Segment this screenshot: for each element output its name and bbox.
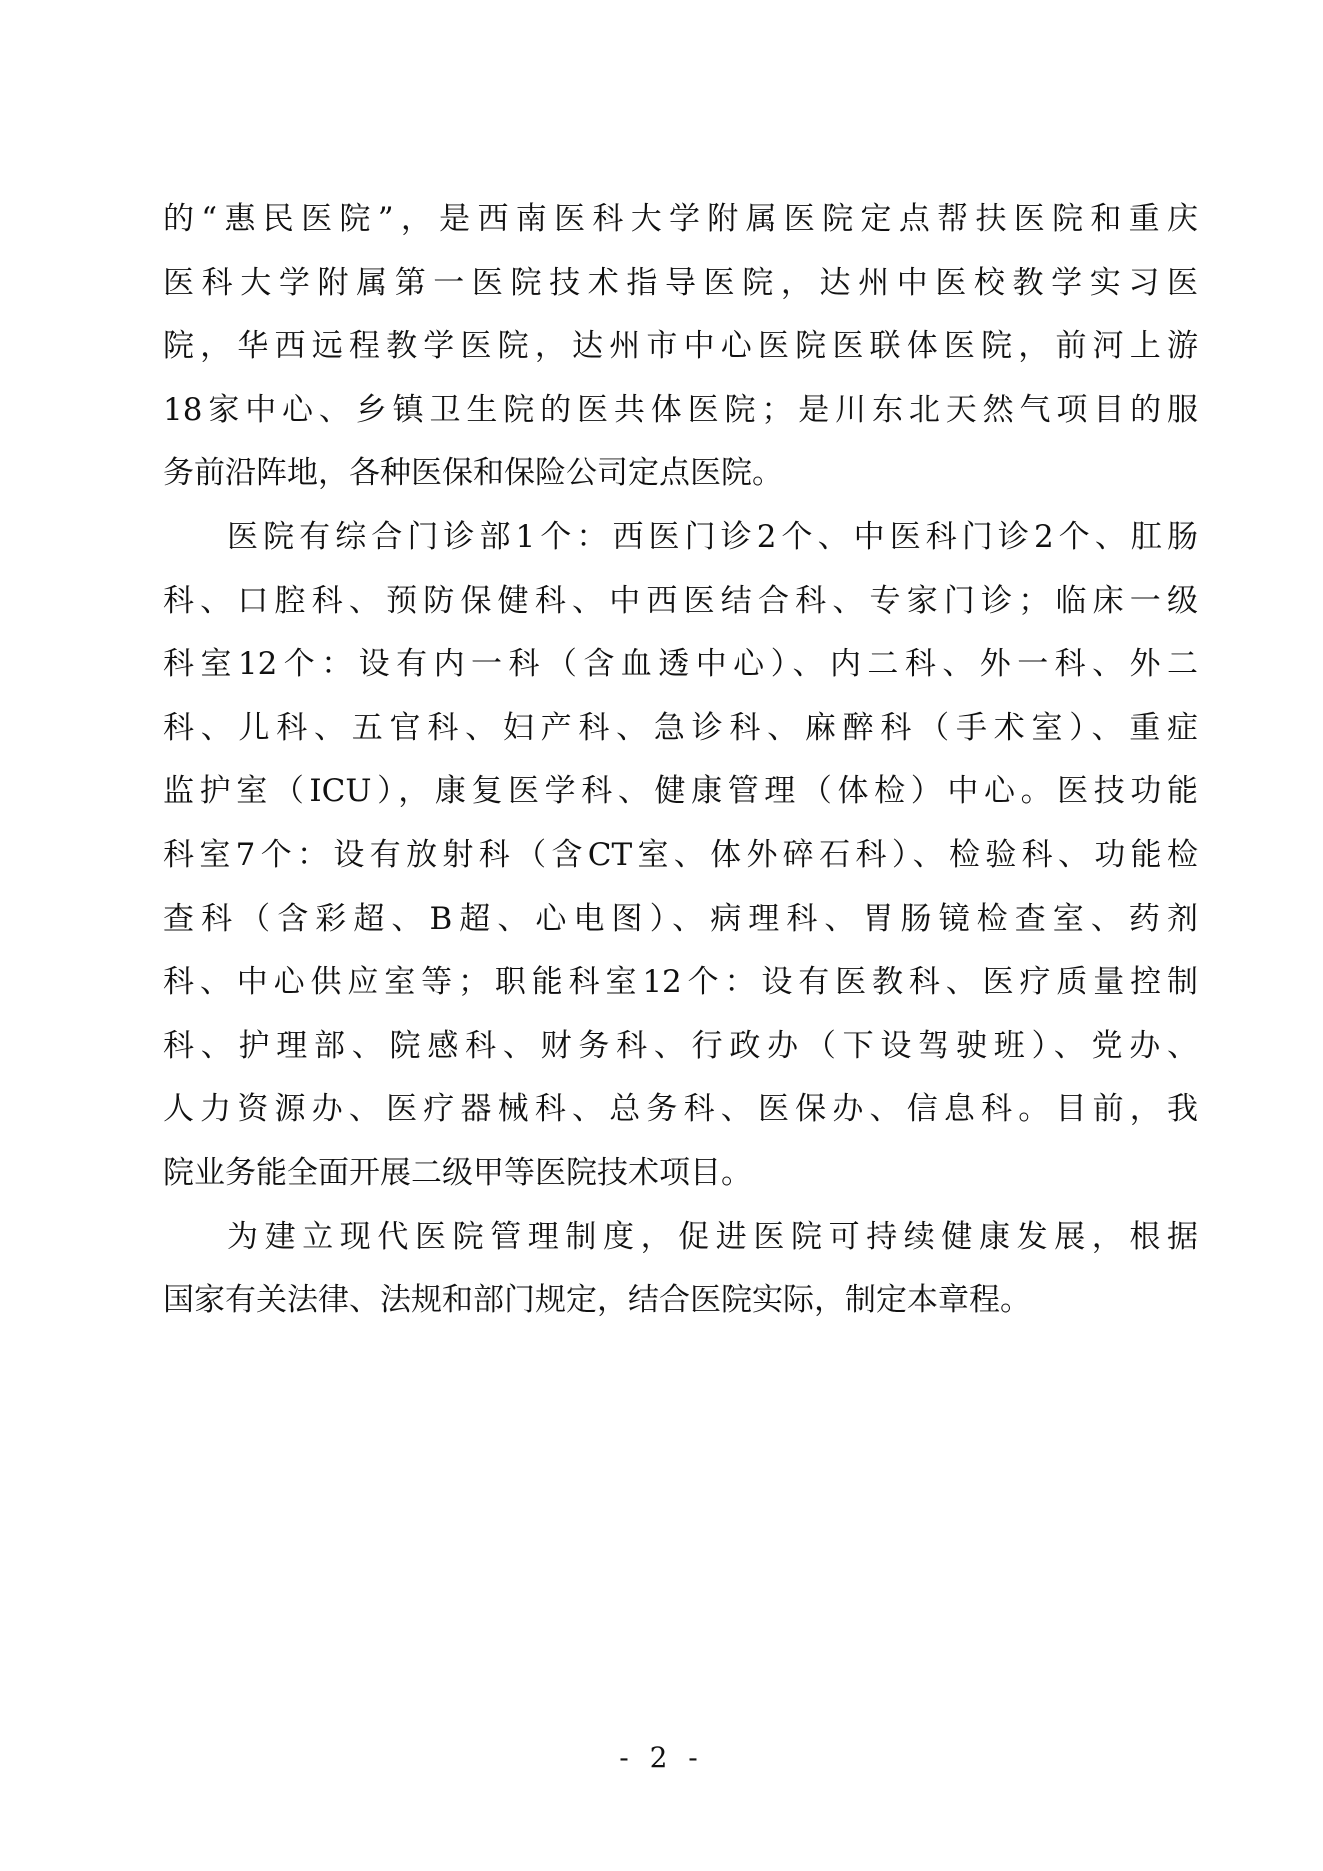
text-line: 监护室（ICU），康复医学科、健康管理（体检）中心。医技功能 xyxy=(163,773,1198,810)
text-line: 科室12个：设有内一科（含血透中心）、内二科、外一科、外二 xyxy=(163,646,1198,683)
document-body xyxy=(163,188,1198,1333)
text-line: 医科大学附属第一医院技术指导医院，达州中医校教学实习医 xyxy=(163,264,1198,301)
text-line: 科、护理部、院感科、财务科、行政办（下设驾驶班）、党办、 xyxy=(163,1027,1198,1064)
text-line: 人力资源办、医疗器械科、总务科、医保办、信息科。目前，我 xyxy=(163,1091,1198,1128)
page-number: - 2 - xyxy=(619,1741,704,1774)
text-line: 18家中心、乡镇卫生院的医共体医院；是川东北天然气项目的服 xyxy=(163,391,1198,428)
text-line: 科室7个：设有放射科（含CT室、体外碎石科）、检验科、功能检 xyxy=(163,836,1198,873)
text-line: 国家有关法律、法规和部门规定，结合医院实际，制定本章程。 xyxy=(163,1282,1031,1319)
text-line: 为建立现代医院管理制度，促进医院可持续健康发展，根据 xyxy=(227,1218,1198,1255)
text-line: 院业务能全面开展二级甲等医院技术项目。 xyxy=(163,1154,752,1191)
text-line: 查科（含彩超、B超、心电图）、病理科、胃肠镜检查室、药剂 xyxy=(163,900,1198,937)
paragraph-3 xyxy=(163,1206,1198,1333)
paragraph-1 xyxy=(163,188,1198,506)
text-line: 科、口腔科、预防保健科、中西医结合科、专家门诊；临床一级 xyxy=(163,582,1198,619)
text-line: 务前沿阵地，各种医保和保险公司定点医院。 xyxy=(163,455,783,492)
text-line: 的“惠民医院”，是西南医科大学附属医院定点帮扶医院和重庆 xyxy=(163,201,1198,237)
paragraph-2 xyxy=(163,506,1198,1206)
text-line: 科、中心供应室等；职能科室12个：设有医教科、医疗质量控制 xyxy=(163,964,1198,1001)
text-line: 医院有综合门诊部1个：西医门诊2个、中医科门诊2个、肛肠 xyxy=(227,518,1198,555)
text-line: 院，华西远程教学医院，达州市中心医院医联体医院，前河上游 xyxy=(163,328,1198,365)
text-line: 科、儿科、五官科、妇产科、急诊科、麻醉科（手术室）、重症 xyxy=(163,709,1198,746)
